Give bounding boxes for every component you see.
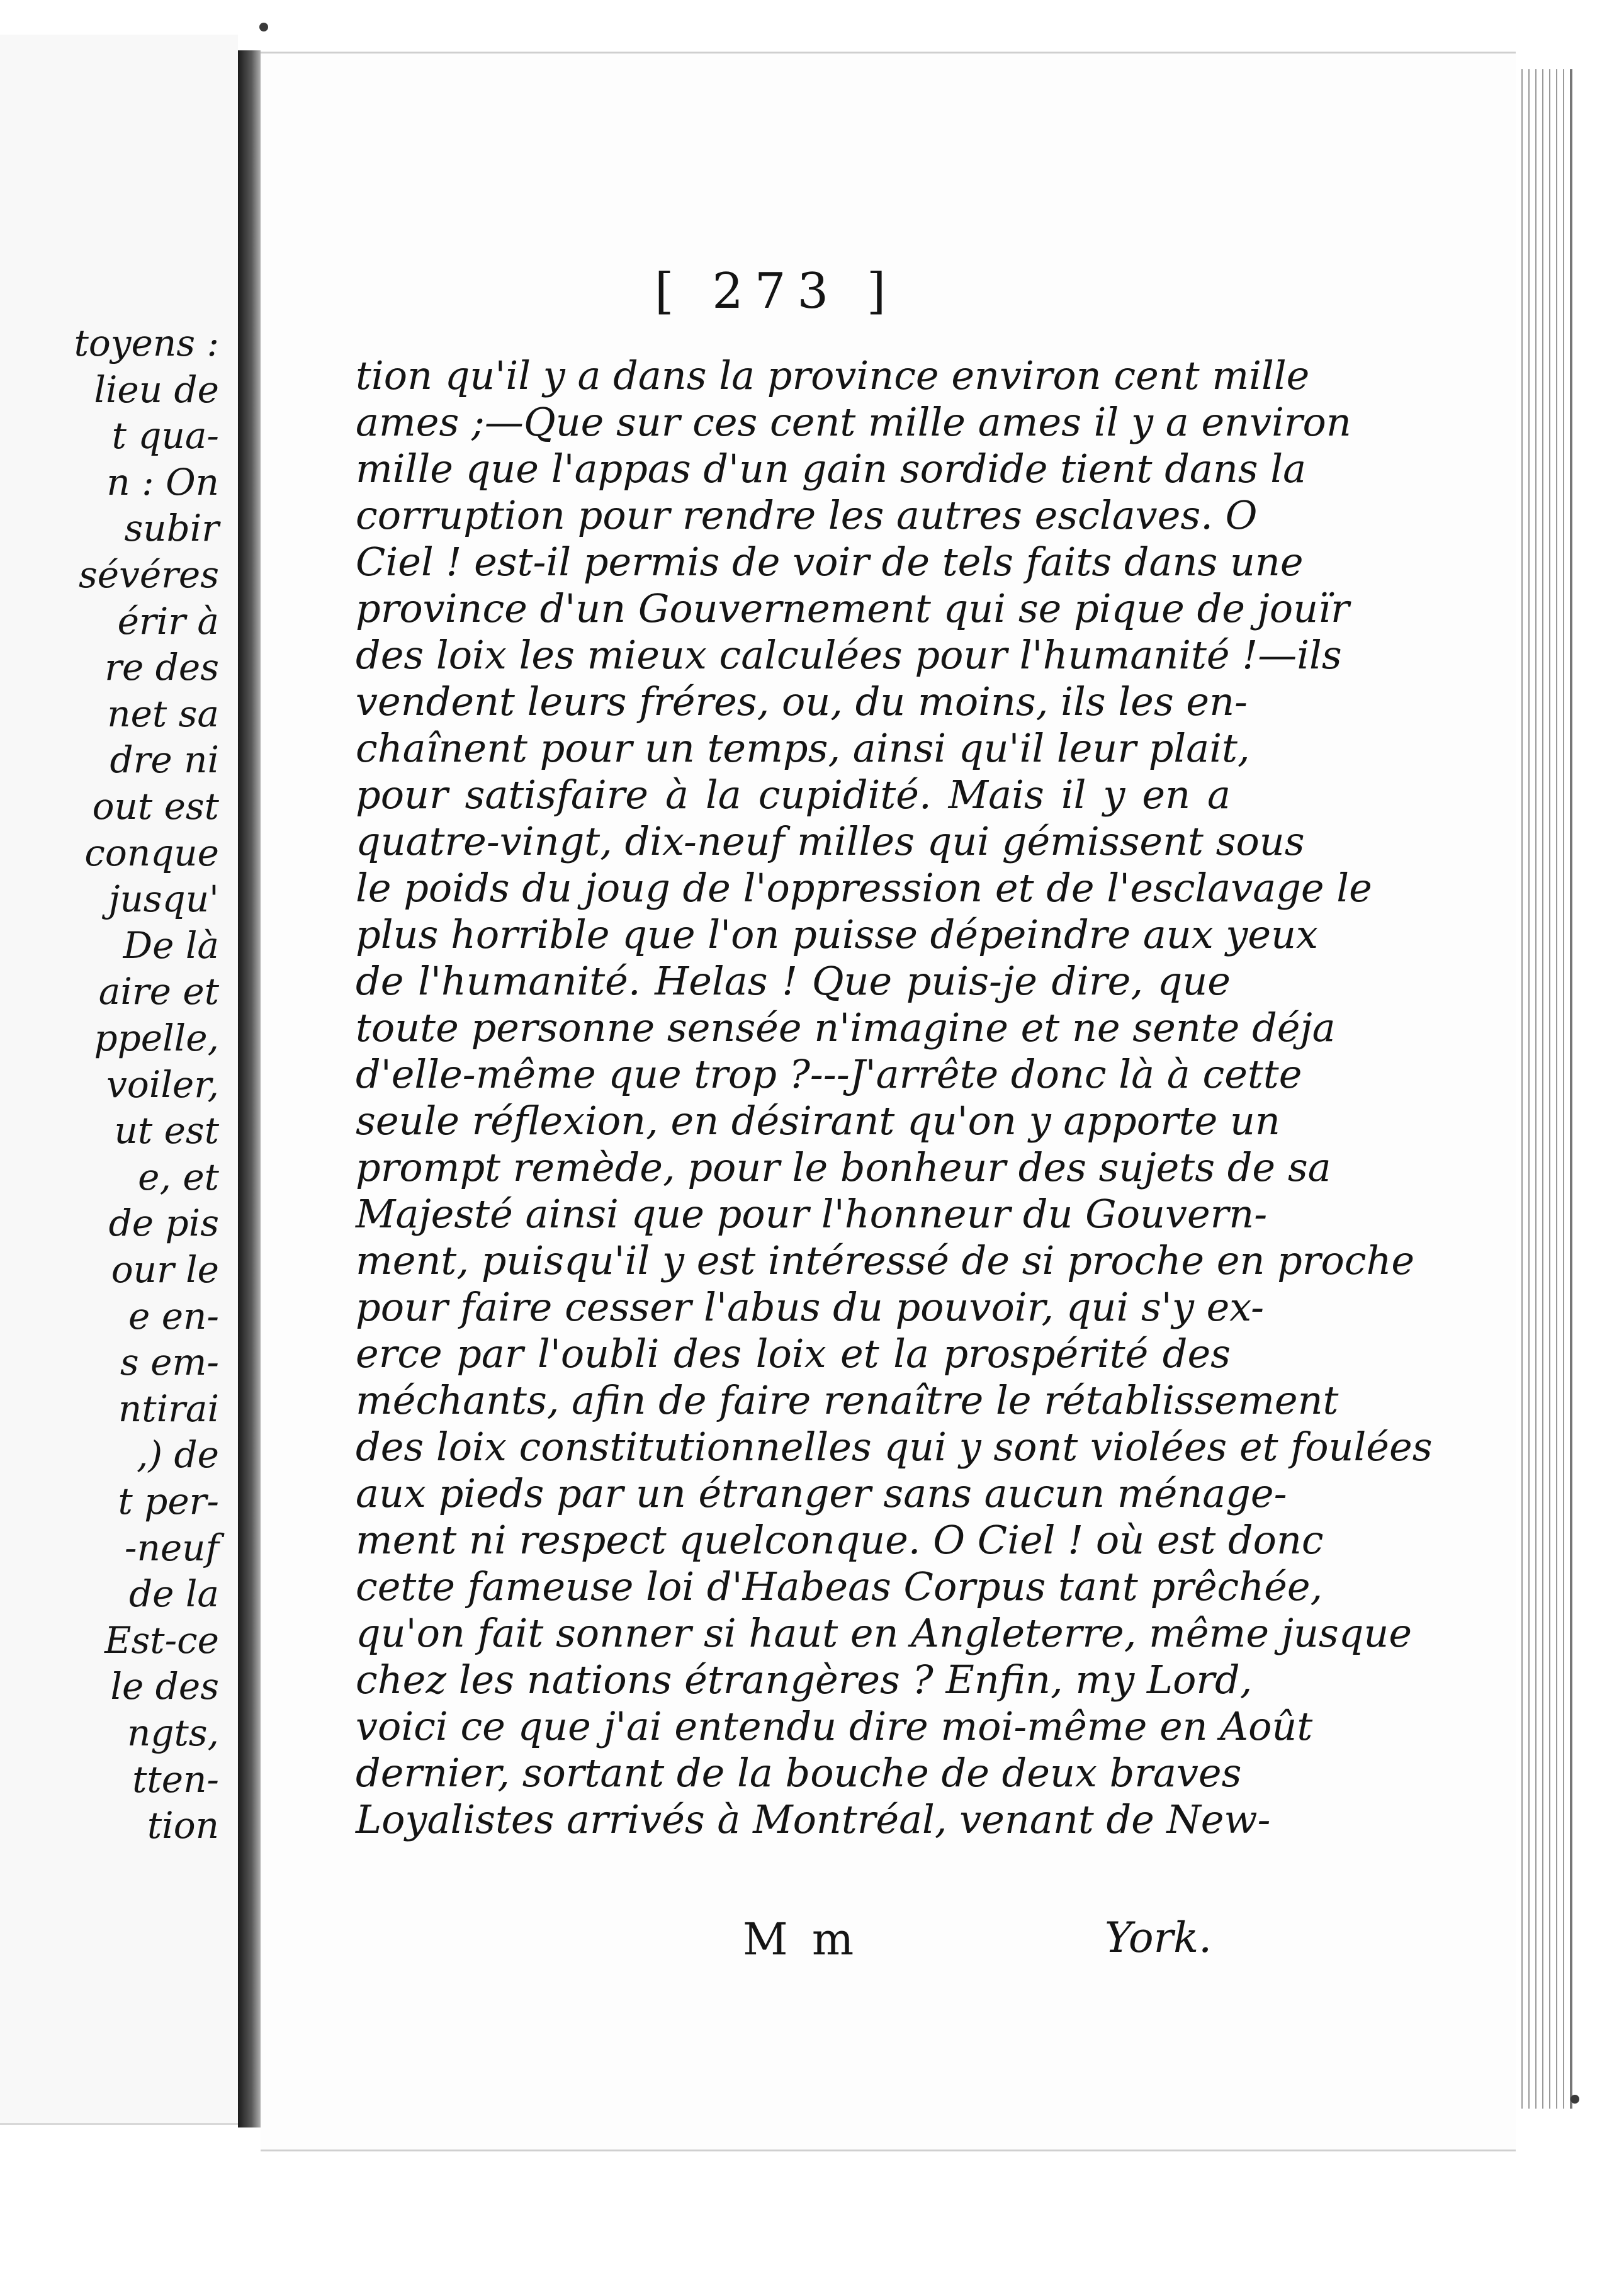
body-line: seule réflexion, en désirant qu'on y apporte un xyxy=(356,1098,1280,1144)
left-page-line: t qua- xyxy=(111,414,219,458)
body-line: chaînent pour un temps, ainsi qu'il leur plait, xyxy=(356,725,1250,771)
ink-speck xyxy=(1570,2095,1579,2104)
body-line: plus horrible que l'on puisse dépeindre aux yeux xyxy=(356,911,1319,957)
left-page-line: tion xyxy=(147,1804,219,1847)
left-page-line: ,) de xyxy=(137,1433,219,1477)
body-line: voici ce que j'ai entendu dire moi-même en Août xyxy=(356,1703,1313,1749)
left-page-line: ngts, xyxy=(127,1711,219,1754)
body-line: des loix les mieux calculées pour l'humanité !—ils xyxy=(356,632,1342,678)
body-line: des loix constitutionnelles qui y sont violées et foulées xyxy=(356,1424,1433,1470)
body-line: vendent leurs fréres, ou, du moins, ils les en- xyxy=(356,679,1248,724)
page-number-header: [ 273 ] xyxy=(655,263,898,320)
left-page-line: s em- xyxy=(120,1341,219,1384)
left-page-line: e en- xyxy=(128,1294,219,1338)
left-page-line: re des xyxy=(104,646,219,689)
body-line: pour faire cesser l'abus du pouvoir, qui s'y ex- xyxy=(356,1284,1265,1330)
left-page-line: de la xyxy=(128,1572,219,1616)
body-line: aux pieds par un étranger sans aucun ménage- xyxy=(356,1470,1287,1516)
body-line: de l'humanité. Helas ! Que puis-je dire, que xyxy=(356,958,1231,1004)
body-line: qu'on fait sonner si haut en Angleterre, même jusque xyxy=(356,1610,1413,1656)
body-line: Majesté ainsi que pour l'honneur du Gouvern- xyxy=(356,1191,1268,1237)
left-page-line: subir xyxy=(124,507,219,550)
body-line: le poids du joug de l'oppression et de l'esclavage le xyxy=(356,865,1372,911)
signature-mark: M m xyxy=(743,1913,859,1965)
left-page-line: dre ni xyxy=(110,738,219,782)
body-line: ment, puisqu'il y est intéressé de si proche en proche xyxy=(356,1237,1415,1283)
body-line: pour satisfaire à la cupidité. Mais il y en a xyxy=(356,772,1231,818)
body-line: erce par l'oubli des loix et la prospérité des xyxy=(356,1331,1231,1377)
left-page-line: tten- xyxy=(132,1757,219,1801)
left-page-line: -neuf xyxy=(124,1526,219,1569)
body-line: cette fameuse loi d'Habeas Corpus tant prêchée, xyxy=(356,1564,1323,1609)
body-line: province d'un Gouvernement qui se pique de jouïr xyxy=(356,585,1350,631)
left-page-line: t per- xyxy=(118,1480,219,1523)
left-page-line: de pis xyxy=(108,1202,219,1245)
left-page-line: ut est xyxy=(114,1109,219,1152)
left-page-line: out est xyxy=(92,785,219,828)
body-line: d'elle-même que trop ?---J'arrête donc là à cette xyxy=(356,1051,1302,1097)
left-page-line: érir à xyxy=(117,599,219,643)
left-page-line: aire et xyxy=(98,970,219,1013)
body-line: Loyalistes arrivés à Montréal, venant de New- xyxy=(356,1796,1271,1842)
left-page-line: Est-ce xyxy=(104,1618,219,1662)
left-page-line: jusqu' xyxy=(108,877,219,921)
ink-speck xyxy=(259,23,268,31)
left-page-line: ntirai xyxy=(118,1387,219,1430)
left-page-line: ppelle, xyxy=(94,1017,219,1059)
left-page-line: n : On xyxy=(106,460,219,504)
body-line: toute personne sensée n'imagine et ne sente déja xyxy=(356,1005,1336,1051)
left-page-line: voiler, xyxy=(106,1062,219,1106)
body-line: tion qu'il y a dans la province environ cent mille xyxy=(356,352,1310,398)
left-page-line: sévéres xyxy=(79,553,219,596)
left-page-line: net sa xyxy=(107,692,219,735)
body-line: méchants, afin de faire renaître le rétablissement xyxy=(356,1377,1339,1423)
left-page-line: e, et xyxy=(138,1155,219,1198)
left-page-line: our le xyxy=(111,1248,219,1291)
left-page-line: le des xyxy=(110,1665,219,1708)
book-gutter xyxy=(238,50,261,2127)
body-line: prompt remède, pour le bonheur des sujets de sa xyxy=(356,1144,1331,1190)
body-line: quatre-vingt, dix-neuf milles qui gémissent sous xyxy=(356,818,1305,864)
left-facing-page xyxy=(0,35,238,2125)
left-page-line: De là xyxy=(123,923,219,967)
catchword: York. xyxy=(1105,1913,1212,1962)
left-page-line: conque xyxy=(84,831,219,874)
body-line: corruption pour rendre les autres esclaves. O xyxy=(356,492,1258,538)
body-line: dernier, sortant de la bouche de deux braves xyxy=(356,1750,1242,1796)
body-line: Ciel ! est-il permis de voir de tels faits dans une xyxy=(356,539,1304,585)
page-edges xyxy=(1516,69,1572,2109)
body-line: chez les nations étrangères ? Enfin, my Lord, xyxy=(356,1657,1253,1703)
body-line: mille que l'appas d'un gain sordide tient dans la xyxy=(356,446,1307,492)
body-text xyxy=(356,352,1433,1843)
body-line: ames ;—Que sur ces cent mille ames il y a environ xyxy=(356,399,1351,445)
left-page-line: lieu de xyxy=(94,368,219,411)
left-page-line: toyens : xyxy=(74,322,219,364)
body-line: ment ni respect quelconque. O Ciel ! où est donc xyxy=(356,1517,1324,1563)
